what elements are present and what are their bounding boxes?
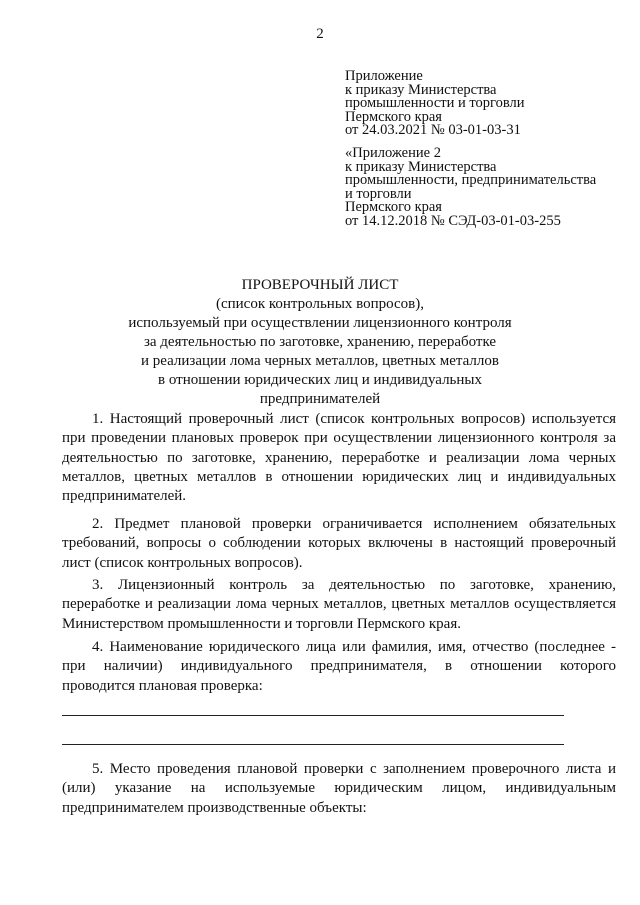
paragraph-line: (или) указание на используемые юридическим лицом, индивидуальным (62, 780, 616, 797)
title-line: за деятельностью по заготовке, хранению, переработке (143, 334, 497, 350)
appendix-1-line: Пермского края (345, 108, 442, 125)
title-line: и реализации лома черных металлов, цветных металлов (141, 353, 499, 369)
appendix-2-line: промышленности, предпринимательства (345, 172, 597, 188)
paragraph-line: металлов, цветных металлов в отношении юридических лиц и индивидуальных (62, 468, 616, 485)
appendix-1-line: промышленности и торговли (345, 95, 525, 111)
paragraph-4 (62, 638, 616, 696)
paragraph-line: предпринимателем производственные объекты: (62, 799, 367, 816)
paragraph-1 (62, 410, 616, 506)
title-line: (список контрольных вопросов), (215, 296, 425, 312)
paragraph-line: 2. Предмет плановой проверки ограничивается исполнением обязательных (92, 516, 616, 532)
appendix-1-line: Приложение (345, 68, 423, 84)
paragraph-line: Министерством промышленности и торговли Пермского края. (62, 615, 461, 632)
paragraph-5 (62, 760, 616, 818)
paragraph-2 (62, 515, 616, 573)
paragraph-line: 3. Лицензионный контроль за деятельностью по заготовке, хранению, (92, 577, 616, 593)
appendix-2-header (345, 147, 625, 228)
paragraph-line: лист (список контрольных вопросов). (62, 554, 303, 571)
appendix-2-line: к приказу Министерства (345, 158, 497, 175)
paragraph-line: предпринимателей. (62, 488, 187, 505)
paragraph-line: 4. Наименование юридического лица или фамилия, имя, отчество (последнее - (92, 639, 616, 655)
fill-in-line (62, 715, 564, 716)
paragraph-line: деятельностью по заготовке, хранению, переработке и реализации лома черных (62, 449, 616, 466)
paragraph-line: проводится плановая проверка: (62, 677, 263, 694)
paragraph-line: при наличии) индивидуального предпринимателя, в отношении которого (62, 658, 616, 675)
paragraph-line: 1. Настоящий проверочный лист (список контрольных вопросов) используется (92, 411, 616, 427)
paragraph-line: переработке и реализации лома черных металлов, цветных металлов осуществляется (62, 596, 616, 613)
appendix-2-line: от 14.12.2018 № СЭД-03-01-03-255 (345, 212, 561, 229)
appendix-2-line: Пермского края (345, 199, 442, 215)
title-line: используемый при осуществлении лицензионного контроля (128, 315, 512, 331)
appendix-1-header (345, 70, 625, 138)
document-title (40, 276, 600, 409)
appendix-2-line: и торговли (345, 185, 412, 202)
fill-in-line (62, 744, 564, 745)
title-line: ПРОВЕРОЧНЫЙ ЛИСТ (241, 277, 399, 293)
appendix-2-line: «Приложение 2 (345, 145, 441, 161)
appendix-1-line: от 24.03.2021 № 03-01-03-31 (345, 122, 521, 138)
title-line: предпринимателей (259, 391, 381, 407)
page-number: 2 (316, 26, 324, 42)
title-line: в отношении юридических лиц и индивидуальных (158, 372, 482, 388)
paragraph-line: требований, вопросы о соблюдении которых включены в настоящий проверочный (62, 535, 616, 552)
appendix-1-line: к приказу Министерства (345, 81, 497, 98)
paragraph-line: при проведении плановых проверок при осуществлении лицензионного контроля за (62, 430, 616, 447)
paragraph-3 (62, 576, 616, 634)
paragraph-line: 5. Место проведения плановой проверки с заполнением проверочного листа и (92, 761, 616, 777)
